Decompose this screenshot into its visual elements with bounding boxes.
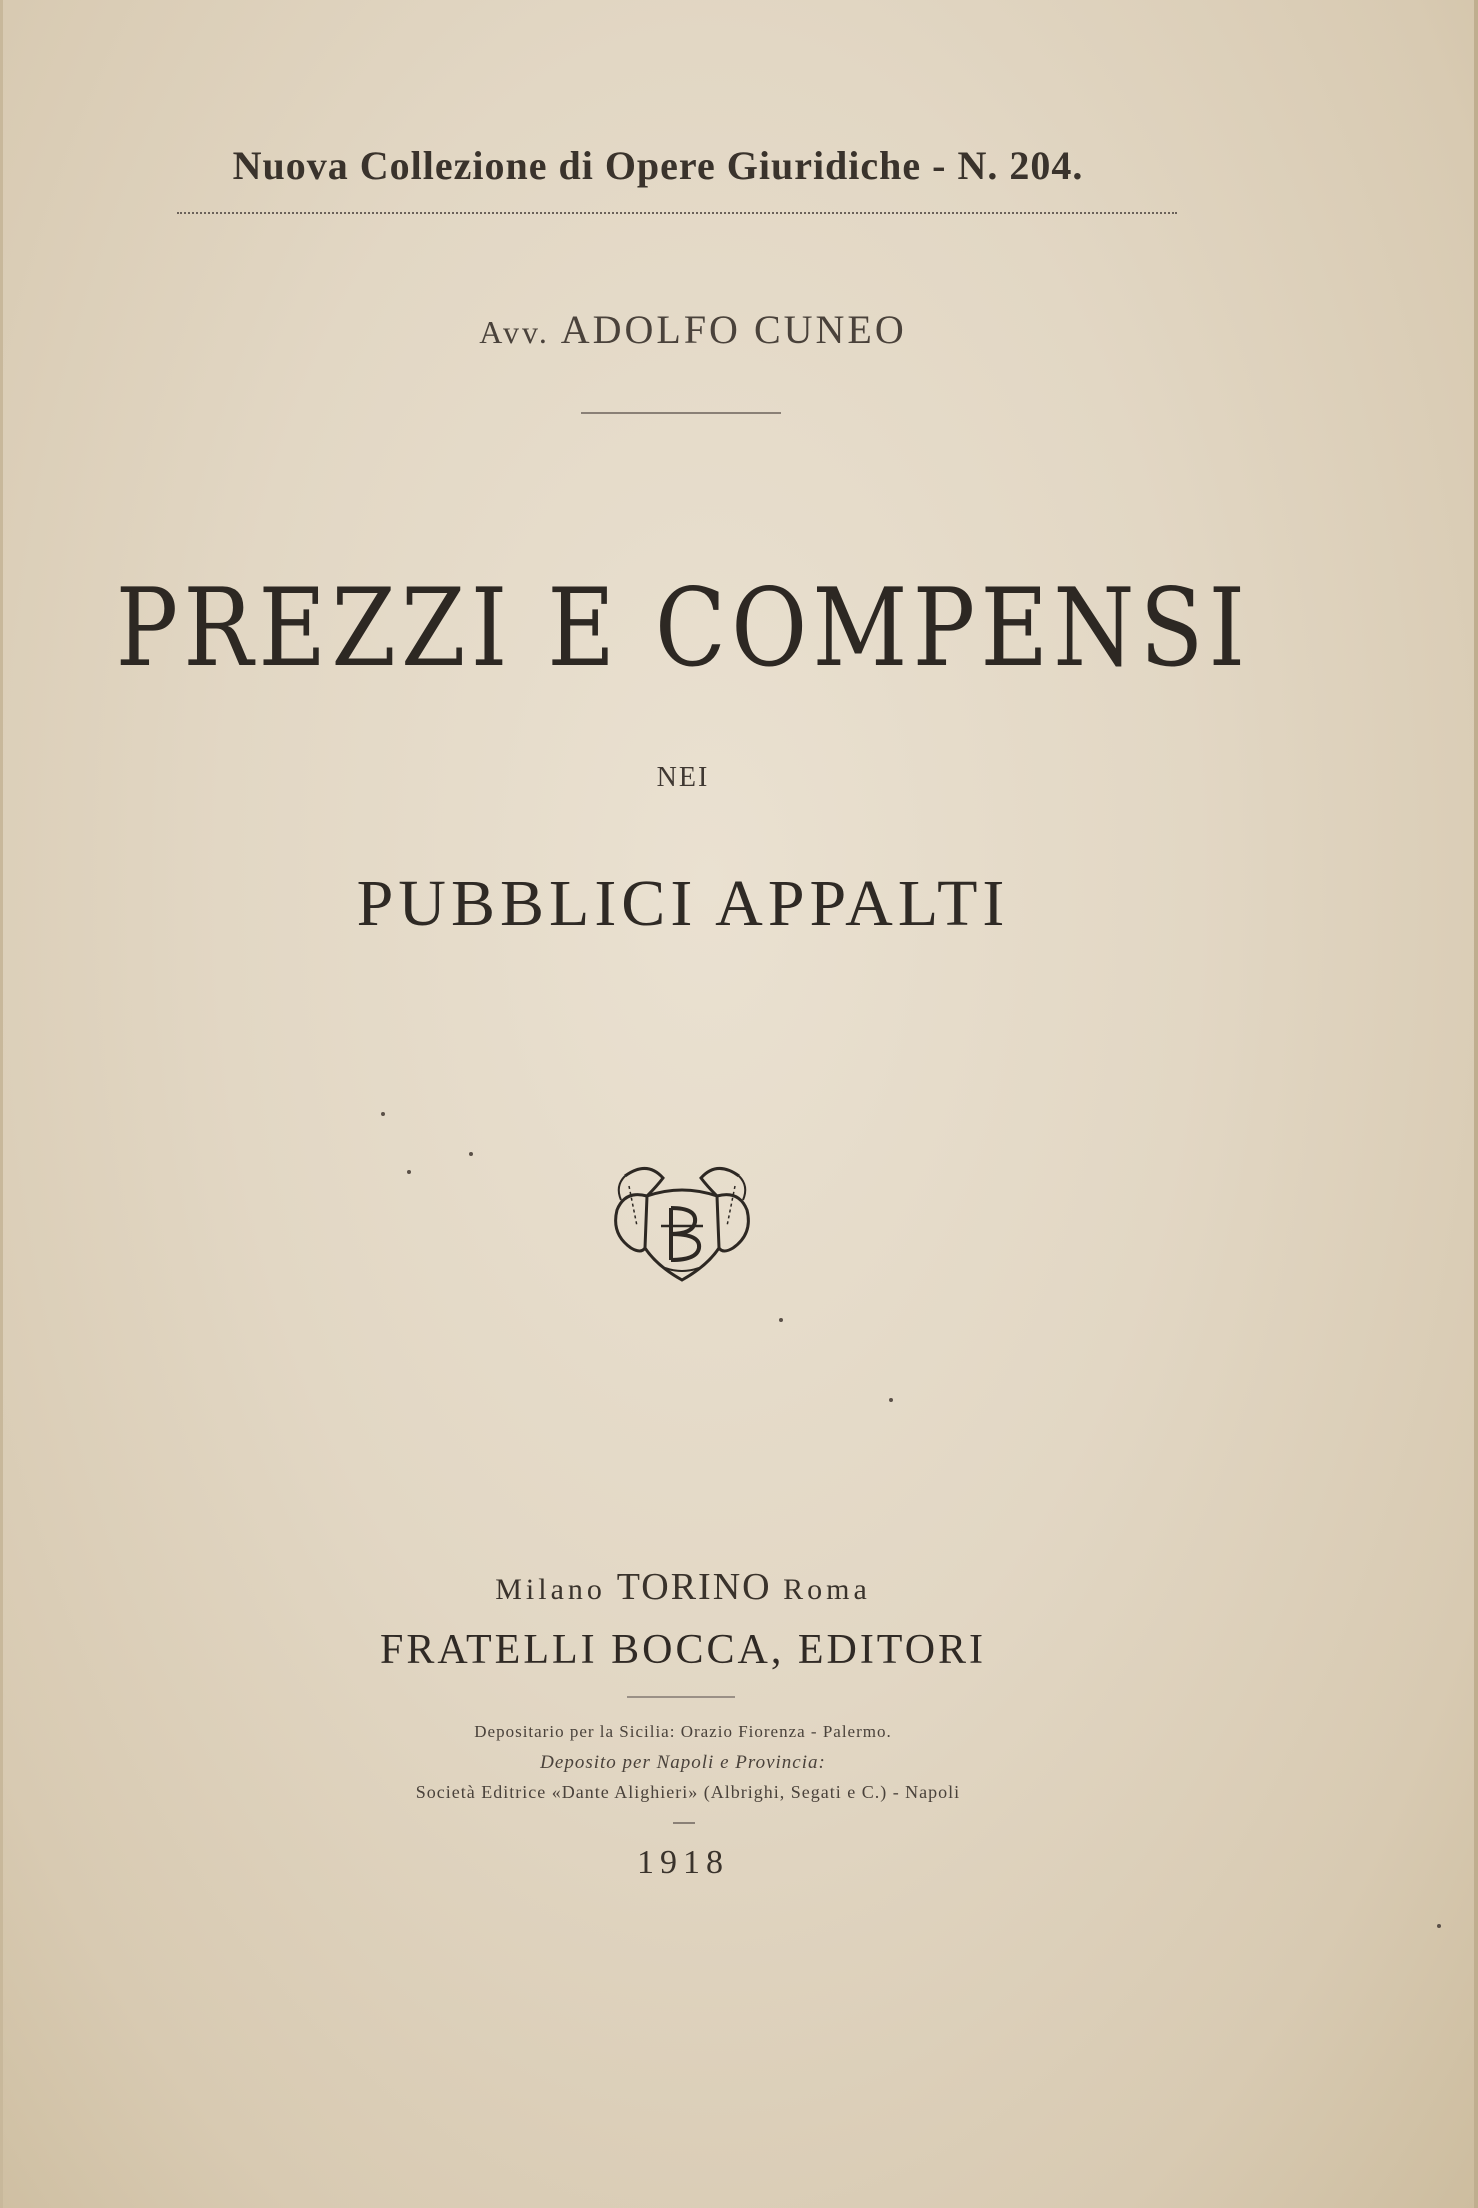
paper-speck (779, 1318, 783, 1322)
publisher-device-emblem-icon (607, 1156, 757, 1296)
city-milano: Milano (495, 1573, 606, 1606)
paper-speck (469, 1152, 473, 1156)
author-line (3, 306, 1383, 353)
short-rule (581, 412, 781, 414)
author-prefix: Avv. (479, 314, 550, 350)
series-line: Nuova Collezione di Opere Giuridiche - N. 204. (232, 143, 1084, 188)
imprint-rule (627, 1696, 735, 1698)
paper-speck (889, 1398, 893, 1402)
paper-speck (407, 1170, 411, 1174)
paper-speck (381, 1112, 385, 1116)
dotted-rule (177, 212, 1177, 214)
author-name: ADOLFO CUNEO (560, 307, 907, 352)
year-rule (673, 1822, 695, 1824)
paper-speck (1437, 1924, 1441, 1928)
publisher-name: FRATELLI BOCCA, EDITORI (379, 1627, 987, 1673)
city-roma: Roma (783, 1573, 871, 1606)
publisher-cities (3, 1565, 1363, 1609)
depositary-sicily: Depositario per la Sicilia: Orazio Fiorenza - Palermo. (474, 1722, 892, 1741)
publication-year: 1918 (637, 1844, 729, 1881)
naples-company: Società Editrice «Dante Alighieri» (Albrighi, Segati e C.) - Napoli (415, 1782, 961, 1802)
title-connector: NEI (656, 762, 710, 793)
book-title: PREZZI E COMPENSI (115, 566, 1251, 691)
deposit-naples: Deposito per Napoli e Provincia: (540, 1752, 826, 1773)
book-subtitle: PUBBLICI APPALTI (356, 867, 1010, 940)
city-torino: TORINO (616, 1566, 772, 1608)
